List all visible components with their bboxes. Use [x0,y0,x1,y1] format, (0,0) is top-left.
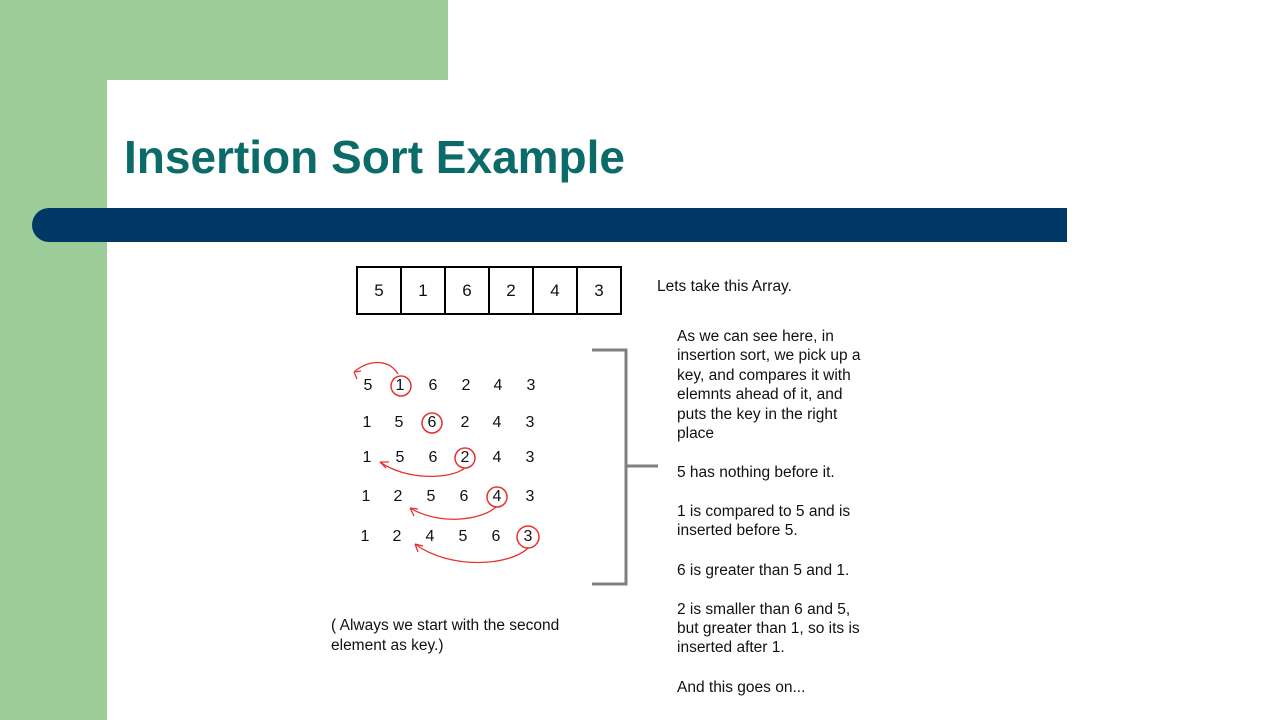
arrow-head-icon [354,371,361,379]
array-cell: 5 [358,268,402,313]
trace-number: 2 [460,414,470,431]
array-cell: 4 [534,268,578,313]
trace-number: 6 [491,528,501,545]
trace-number: 1 [361,488,371,505]
key-circle [517,526,539,548]
explanation-line: elemnts ahead of it, and [677,386,843,403]
explanation-line: As we can see here, in [677,328,834,345]
explanation-line: 5 has nothing before it. [677,464,835,481]
trace-number: 1 [362,449,372,466]
move-arrow [354,363,398,375]
trace-number: 6 [427,414,437,431]
trace-number: 2 [393,488,403,505]
array-caption: Lets take this Array. [657,278,792,295]
explanation-line: And this goes on... [677,679,806,696]
trace-number: 5 [395,449,405,466]
trace-number: 6 [428,449,438,466]
move-arrow [410,507,496,519]
explanation-line: 6 is greater than 5 and 1. [677,562,850,579]
key-circle [422,413,442,433]
trace-number: 5 [426,488,436,505]
trace-number: 3 [525,414,535,431]
explanation-line: 1 is compared to 5 and is [677,503,851,520]
array-cell: 2 [490,268,534,313]
move-arrow [380,462,465,476]
trace-number: 4 [425,528,435,545]
key-circle [455,448,475,468]
key-circle [487,487,507,507]
explanation-line: but greater than 1, so its is [677,620,860,637]
trace-number: 5 [458,528,468,545]
trace-number: 4 [492,449,502,466]
trace-number: 2 [392,528,402,545]
trace-number: 3 [525,488,535,505]
explanation-line: puts the key in the right [677,406,838,423]
move-arrow [415,544,528,563]
trace-number: 2 [461,377,471,394]
explanation-line: key, and compares it with [677,367,851,384]
explanation-line: 2 is smaller than 6 and 5, [677,601,851,618]
note-line: ( Always we start with the second [331,617,560,634]
trace-number: 4 [493,377,503,394]
array-cell: 3 [594,280,604,300]
trace-number: 1 [360,528,370,545]
explanation-line: inserted before 5. [677,522,798,539]
trace-number: 3 [526,377,536,394]
trace-number: 1 [395,377,405,394]
slide-title: Insertion Sort Example [124,131,626,183]
explanation-line: place [677,425,715,442]
explanation-line: insertion sort, we pick up a [677,347,861,364]
trace-number: 4 [492,414,502,431]
key-circle [391,376,411,396]
bracket [592,350,658,584]
trace-number: 6 [459,488,469,505]
trace-number: 6 [428,377,438,394]
array-cell: 1 [402,268,446,313]
trace-number: 5 [363,377,373,394]
trace-number: 5 [394,414,404,431]
trace-number: 3 [523,528,533,545]
trace-number: 2 [460,449,470,466]
trace-number: 4 [492,488,502,505]
trace-number: 3 [525,449,535,466]
array-cell: 6 [446,268,490,313]
note-line: element as key.) [331,637,444,654]
trace-number: 1 [362,414,372,431]
explanation-line: inserted after 1. [677,639,785,656]
